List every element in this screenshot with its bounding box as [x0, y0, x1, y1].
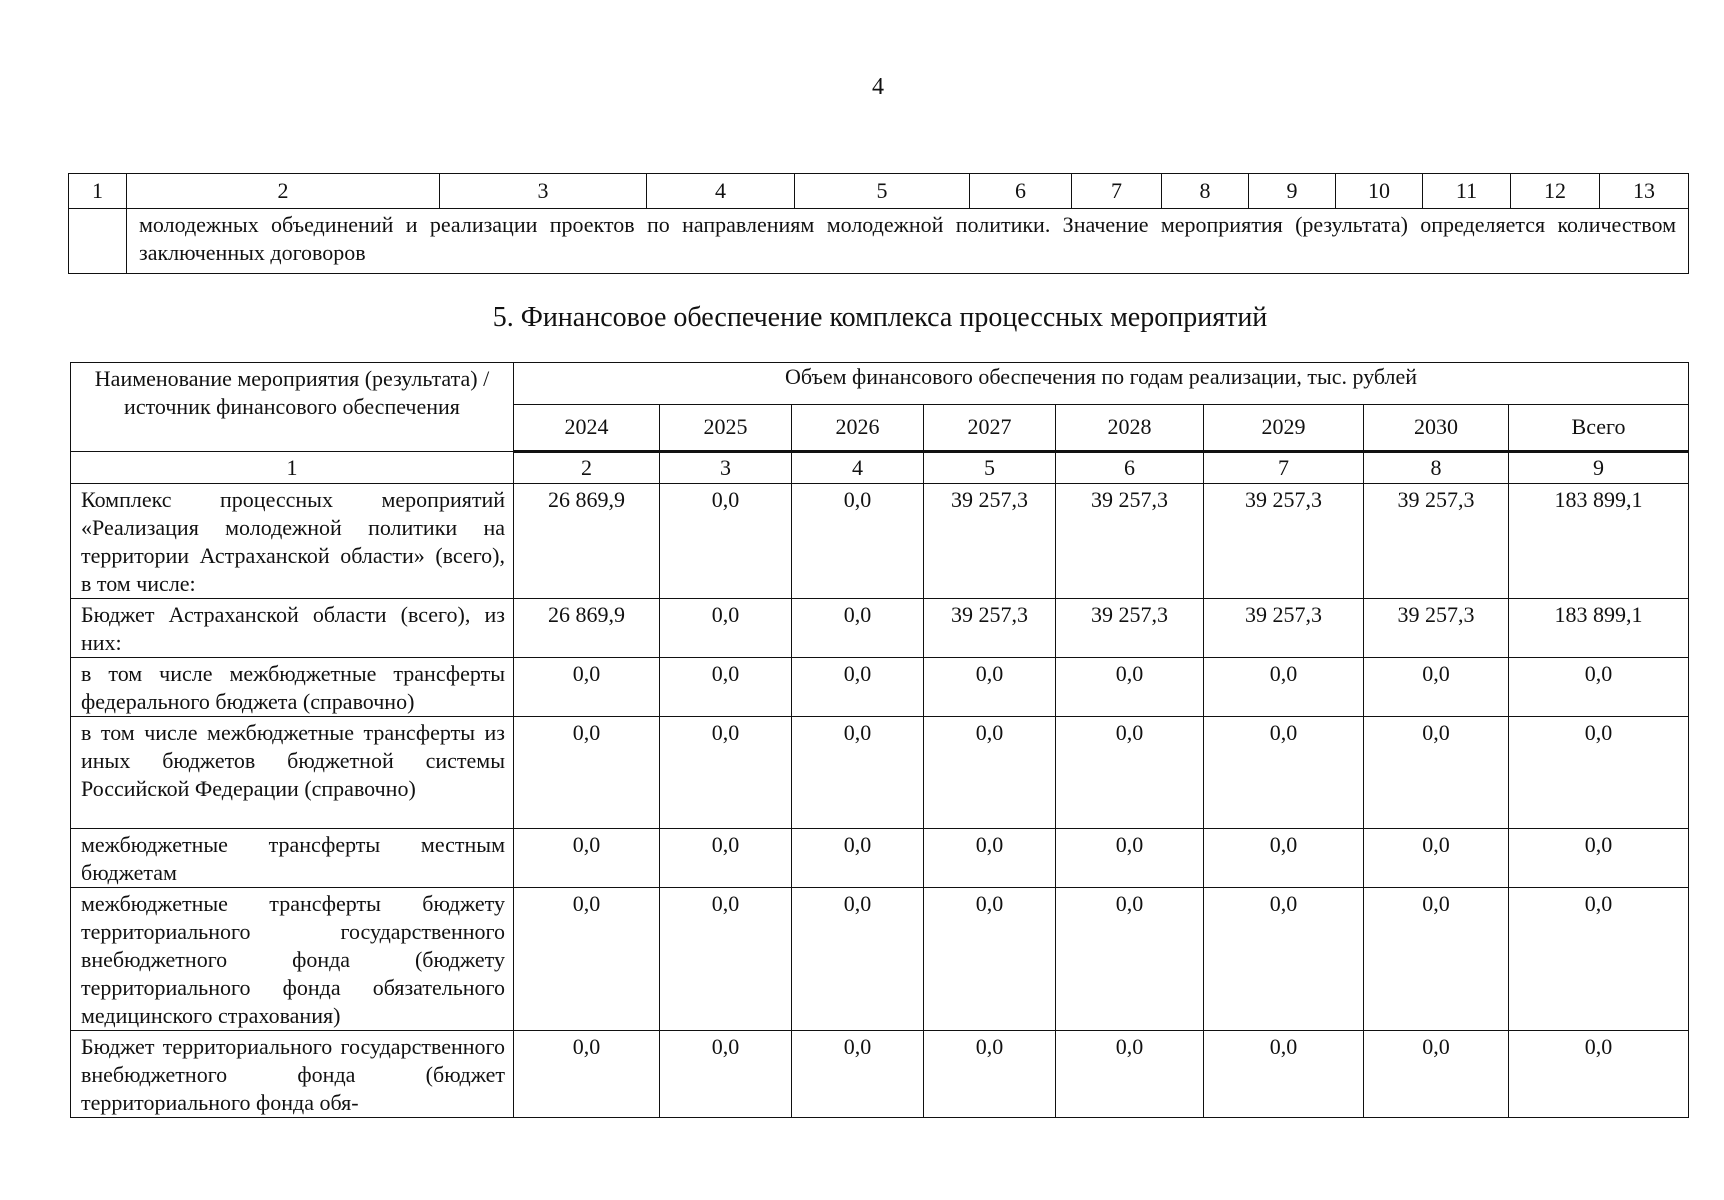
year-value: 0,0 — [660, 717, 792, 829]
table-row — [71, 1031, 1689, 1118]
col-number-cell: 3 — [440, 174, 647, 209]
col-number-cell: 1 — [69, 174, 127, 209]
year-value: 39 257,3 — [1056, 599, 1204, 658]
col-number-cell: 4 — [792, 452, 924, 484]
empty-cell — [69, 209, 127, 274]
col-number-cell: 7 — [1204, 452, 1364, 484]
year-value: 0,0 — [660, 599, 792, 658]
year-header: 2028 — [1056, 404, 1204, 451]
year-value: 0,0 — [514, 829, 660, 888]
year-value: 0,0 — [924, 888, 1056, 1031]
year-value: 39 257,3 — [1204, 599, 1364, 658]
col-number-cell: 7 — [1072, 174, 1162, 209]
col-number-cell: 2 — [127, 174, 440, 209]
col-number-cell: 10 — [1336, 174, 1423, 209]
year-value: 0,0 — [1056, 658, 1204, 717]
col-number-cell: 12 — [1511, 174, 1600, 209]
row-name: в том числе межбюджетные трансферты федерального бюджета (справочно) — [71, 658, 514, 717]
col-number-cell: 1 — [71, 452, 514, 484]
row-name: межбюджетные трансферты бюджету территориального государственного внебюджетного фонда (бюджету территориального фонда обязательного медицинского страхования) — [71, 888, 514, 1031]
year-value: 26 869,9 — [514, 484, 660, 599]
total-value: 183 899,1 — [1509, 484, 1689, 599]
col-number-cell: 5 — [795, 174, 970, 209]
year-value: 0,0 — [660, 829, 792, 888]
header-volume: Объем финансового обеспечения по годам реализации, тыс. рублей — [514, 363, 1689, 405]
year-value: 39 257,3 — [1364, 599, 1509, 658]
table-row — [71, 888, 1689, 1031]
year-value: 39 257,3 — [1204, 484, 1364, 599]
total-value: 183 899,1 — [1509, 599, 1689, 658]
row-name: Комплекс процессных мероприятий «Реализация молодежной политики на территории Астраханской области» (всего), в том числе: — [71, 484, 514, 599]
year-value: 0,0 — [1056, 888, 1204, 1031]
table-row — [71, 658, 1689, 717]
col-number-cell: 9 — [1249, 174, 1336, 209]
year-header: 2030 — [1364, 404, 1509, 451]
total-value: 0,0 — [1509, 888, 1689, 1031]
year-value: 0,0 — [1364, 1031, 1509, 1118]
year-value: 0,0 — [514, 658, 660, 717]
column-number-row — [71, 452, 1689, 484]
table-row — [71, 717, 1689, 829]
year-value: 0,0 — [1364, 717, 1509, 829]
year-header: 2025 — [660, 404, 792, 451]
row-name: Бюджет территориального государственного внебюджетного фонда (бюджет территориального фонда обя- — [71, 1031, 514, 1118]
year-header: 2024 — [514, 404, 660, 451]
year-value: 39 257,3 — [1364, 484, 1509, 599]
year-header: 2027 — [924, 404, 1056, 451]
page-number: 4 — [872, 74, 884, 100]
col-number-cell: 8 — [1364, 452, 1509, 484]
year-value: 0,0 — [792, 599, 924, 658]
col-number-cell: 2 — [514, 452, 660, 484]
total-value: 0,0 — [1509, 829, 1689, 888]
year-value: 0,0 — [792, 888, 924, 1031]
col-number-cell: 13 — [1600, 174, 1689, 209]
year-value: 0,0 — [924, 829, 1056, 888]
row-name: в том числе межбюджетные трансферты из иных бюджетов бюджетной системы Российской Федерации (справочно) — [71, 717, 514, 829]
col-number-cell: 3 — [660, 452, 792, 484]
continuation-table — [68, 173, 1689, 274]
col-number-cell: 4 — [647, 174, 795, 209]
year-value: 0,0 — [1204, 717, 1364, 829]
year-value: 0,0 — [1364, 888, 1509, 1031]
year-value: 0,0 — [660, 484, 792, 599]
total-value: 0,0 — [1509, 717, 1689, 829]
total-value: 0,0 — [1509, 1031, 1689, 1118]
year-value: 0,0 — [1056, 1031, 1204, 1118]
continuation-row — [69, 209, 1689, 274]
year-value: 0,0 — [514, 888, 660, 1031]
year-value: 0,0 — [1204, 829, 1364, 888]
total-header: Всего — [1509, 404, 1689, 451]
col-number-cell: 5 — [924, 452, 1056, 484]
year-value: 0,0 — [514, 717, 660, 829]
year-value: 0,0 — [660, 1031, 792, 1118]
section-title: 5. Финансовое обеспечение комплекса процессных мероприятий — [492, 302, 1268, 333]
year-value: 0,0 — [792, 829, 924, 888]
column-number-row — [69, 174, 1689, 209]
col-number-cell: 9 — [1509, 452, 1689, 484]
table-row — [71, 484, 1689, 599]
continuation-text: молодежных объединений и реализации проектов по направлениям молодежной политики. Значение мероприятия (результата) определяется количеством заключенных договоров — [127, 209, 1689, 274]
year-header: 2026 — [792, 404, 924, 451]
year-value: 39 257,3 — [924, 599, 1056, 658]
year-value: 0,0 — [1364, 829, 1509, 888]
year-value: 0,0 — [924, 1031, 1056, 1118]
year-value: 0,0 — [1204, 658, 1364, 717]
year-value: 0,0 — [924, 658, 1056, 717]
table-row — [71, 599, 1689, 658]
col-number-cell: 8 — [1162, 174, 1249, 209]
col-number-cell: 11 — [1423, 174, 1511, 209]
year-value: 0,0 — [792, 717, 924, 829]
col-number-cell: 6 — [970, 174, 1072, 209]
year-value: 0,0 — [1056, 829, 1204, 888]
year-value: 26 869,9 — [514, 599, 660, 658]
year-value: 0,0 — [792, 658, 924, 717]
year-value: 0,0 — [1204, 1031, 1364, 1118]
year-value: 0,0 — [514, 1031, 660, 1118]
year-header: 2029 — [1204, 404, 1364, 451]
year-value: 0,0 — [660, 888, 792, 1031]
year-value: 0,0 — [1056, 717, 1204, 829]
year-value: 0,0 — [1204, 888, 1364, 1031]
year-value: 0,0 — [792, 1031, 924, 1118]
year-value: 0,0 — [660, 658, 792, 717]
year-value: 0,0 — [1364, 658, 1509, 717]
row-name: межбюджетные трансферты местным бюджетам — [71, 829, 514, 888]
year-value: 0,0 — [792, 484, 924, 599]
total-value: 0,0 — [1509, 658, 1689, 717]
financing-table — [70, 362, 1689, 1118]
year-value: 39 257,3 — [1056, 484, 1204, 599]
header-name: Наименование мероприятия (результата) / источник финансового обеспечения — [71, 363, 514, 452]
col-number-cell: 6 — [1056, 452, 1204, 484]
year-value: 39 257,3 — [924, 484, 1056, 599]
year-value: 0,0 — [924, 717, 1056, 829]
table-row — [71, 829, 1689, 888]
row-name: Бюджет Астраханской области (всего), из них: — [71, 599, 514, 658]
